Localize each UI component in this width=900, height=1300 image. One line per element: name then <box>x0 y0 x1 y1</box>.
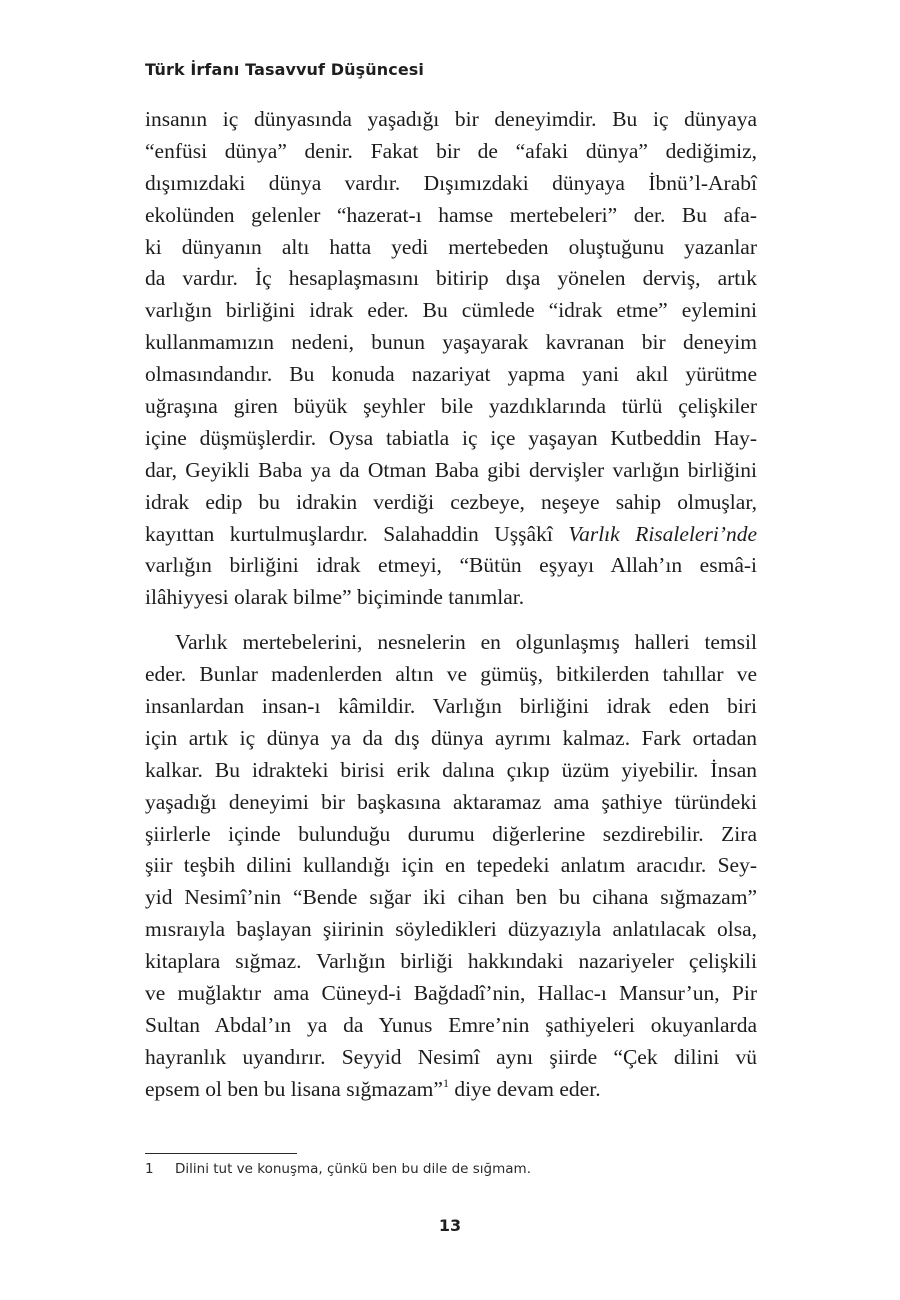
text-line: hayranlık uyandırır. Seyyid Nesimî aynı şiirde “Çek dilini vü <box>145 1044 757 1069</box>
text-line: için artık iç dünya ya da dış dünya ayrımı kalmaz. Fark ortadan <box>145 725 757 750</box>
text-segment: diye devam eder. <box>448 1076 601 1101</box>
footnote-separator <box>145 1153 297 1154</box>
footnote-reference[interactable]: 1 <box>442 1075 449 1090</box>
text-line: ki dünyanın altı hatta yedi mertebeden oluştuğunu yazanlar <box>145 234 757 259</box>
text-line: kullanmamızın nedeni, bunun yaşayarak kavranan bir deneyim <box>145 330 757 355</box>
paragraph-spacing <box>145 614 757 627</box>
text-line: olmasındandır. Bu konuda nazariyat yapma yani akıl yürütme <box>145 362 757 387</box>
text-line: Varlık mertebelerini, nesnelerin en olgunlaşmış halleri temsil <box>175 630 757 655</box>
text-line: insanlardan insan-ı kâmildir. Varlığın birliğini idrak eden biri <box>145 694 757 719</box>
text-line: ve muğlaktır ama Cüneyd-i Bağdadî’nin, Hallac-ı Mansur’un, Pir <box>145 981 757 1006</box>
text-line: Sultan Abdal’ın ya da Yunus Emre’nin şathiyeleri okuyanlarda <box>145 1012 757 1037</box>
text-line-with-title <box>145 519 757 551</box>
text-segment: epsem ol ben bu lisana sığmazam” <box>145 1076 443 1101</box>
paragraph-2 <box>145 627 757 1105</box>
text-line: şiirlerle içinde bulunduğu durumu diğerlerine sezdirebilir. Zira <box>145 821 757 846</box>
text-line: eder. Bunlar madenlerden altın ve gümüş, bitkilerden tahıllar ve <box>145 662 757 687</box>
text-line: kalkar. Bu idrakteki birisi erik dalına çıkıp üzüm yiyebilir. İnsan <box>145 757 757 782</box>
text-line: yid Nesimî’nin “Bende sığar iki cihan ben bu cihana sığmazam” <box>145 885 757 910</box>
text-line: varlığın birliğini idrak etmeyi, “Bütün eşyayı Allah’ın esmâ-i <box>145 553 757 578</box>
footnote <box>145 1161 531 1177</box>
footnote-text: Dilini tut ve konuşma, çünkü ben bu dile de sığmam. <box>175 1161 531 1177</box>
text-line: ilâhiyyesi olarak bilme” biçiminde tanımlar. <box>145 585 525 610</box>
text-segment: kayıttan kurtulmuşlardır. Salahaddin Uşşâkî <box>145 521 553 546</box>
text-line: şiir teşbih dilini kullandığı için en tepedeki anlatım aracıdır. Sey- <box>145 853 757 878</box>
page-number: 13 <box>438 1216 462 1235</box>
footnote-number: 1 <box>145 1161 154 1177</box>
text-line: dışımızdaki dünya vardır. Dışımızdaki dünyaya İbnü’l-Arabî <box>145 170 757 195</box>
text-line: uğraşına giren büyük şeyhler bile yazdıklarında türlü çelişkiler <box>145 394 757 419</box>
text-line: “enfüsi dünya” denir. Fakat bir de “afaki dünya” dediğimiz, <box>145 138 757 163</box>
text-line: içine düşmüşlerdir. Oysa tabiatla iç içe yaşayan Kutbeddin Hay- <box>145 425 757 450</box>
text-line: idrak edip bu idrakin verdiği cezbeye, neşeye sahip olmuşlar, <box>145 489 757 514</box>
text-line: mısraıyla başlayan şiirinin söyledikleri düzyazıyla anlatılacak olsa, <box>145 917 757 942</box>
text-line: varlığın birliğini idrak eder. Bu cümlede “idrak etme” eylemini <box>145 298 757 323</box>
text-line: dar, Geyikli Baba ya da Otman Baba gibi dervişler varlığın birliğini <box>145 457 757 482</box>
text-line: insanın iç dünyasında yaşadığı bir deneyimdir. Bu iç dünyaya <box>145 107 757 131</box>
italic-book-title: Varlık Risaleleri’nde <box>568 521 757 546</box>
text-line: kitaplara sığmaz. Varlığın birliği hakkındaki nazariyeler çelişkili <box>145 949 757 974</box>
text-line: da vardır. İç hesaplaşmasını bitirip dışa yönelen derviş, artık <box>145 266 757 291</box>
text-line-with-footnote-ref <box>145 1074 757 1106</box>
body-text <box>145 104 757 1106</box>
running-header-title: Türk İrfanı Tasavvuf Düşüncesi <box>145 60 424 79</box>
text-line: ekolünden gelenler “hazerat-ı hamse mertebeleri” der. Bu afa- <box>145 202 757 227</box>
text-line: yaşadığı deneyimi bir başkasına aktaramaz ama şathiye türündeki <box>145 789 757 814</box>
paragraph-1 <box>145 104 757 614</box>
